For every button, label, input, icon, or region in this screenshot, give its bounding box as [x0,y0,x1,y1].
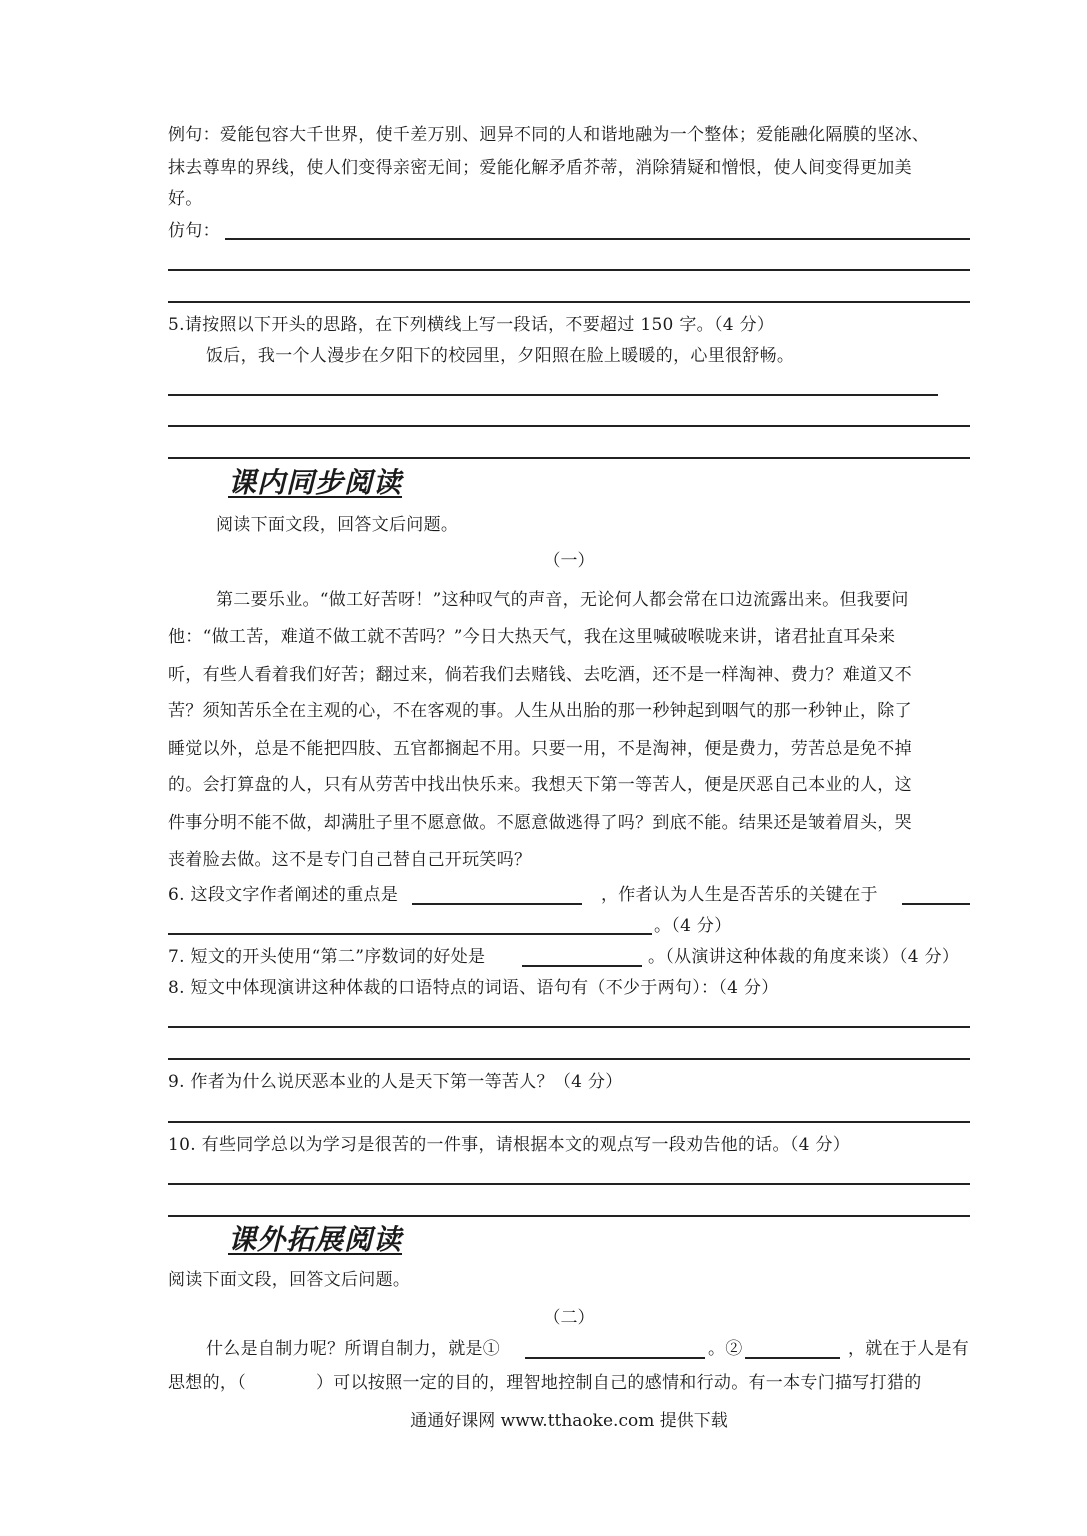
passage-line: 件事分明不能不做，却满肚子里不愿意做。不愿意做逃得了吗？到底不能。结果还是皱着眉头，哭 [168,813,912,833]
section-title-in-class-reading: 课内同步阅读 [228,466,403,499]
passage-line: 他：“做工苦，难道不做工就不苦吗？”今日大热天气，我在这里喊破喉咙来讲，诸君扯直耳朵来 [168,627,896,647]
section2-line2-b: ）可以按照一定的目的，理智地控制自己的感情和行动。有一本专门描写打猎的 [316,1373,922,1393]
q10-prompt: 10. 有些同学总以为学习是很苦的一件事，请根据本文的观点写一段劝告他的话。（4 分） [168,1135,851,1155]
imitate-answer-line-2[interactable] [168,269,970,271]
passage-line: 睡觉以外，总是不能把四肢、五官都搁起不用。只要一用，不是淘神，便是费力，劳苦总是免不掉 [168,739,912,759]
q9-answer-line[interactable] [168,1121,970,1123]
passage-line: 的。会打算盘的人，只有从劳苦中找出快乐来。我想天下第一等苦人，便是厌恶自己本业的人，这 [168,775,912,795]
q9-prompt: 9. 作者为什么说厌恶本业的人是天下第一等苦人？（4 分） [168,1072,623,1092]
q6-blank-key-start[interactable] [902,903,970,905]
q5-answer-line-3[interactable] [168,457,970,459]
q8-answer-line-2[interactable] [168,1058,970,1060]
page-footer: 通通好课网 www.tthaoke.com 提供下载 [410,1411,728,1431]
q6-blank-focus[interactable] [412,903,582,905]
section1-instruction: 阅读下面文段，回答文后问题。 [216,515,459,535]
section2-blank-2[interactable] [745,1357,840,1359]
example-line-1: 例句：爱能包容大千世界，使千差万别、迥异不同的人和谐地融为一个整体；爱能融化隔膜的坚冰、 [168,125,930,145]
q6-text-a: 6. 这段文字作者阐述的重点是 [168,885,399,905]
section-title-extended-reading: 课外拓展阅读 [228,1223,403,1256]
imitate-answer-line-3[interactable] [168,301,970,303]
example-line-3: 好。 [168,189,203,209]
passage-line: 苦？须知苦乐全在主观的心，不在客观的事。人生从出胎的那一秒钟起到咽气的那一秒钟止，除了 [168,701,912,721]
imitate-answer-line-1[interactable] [225,238,970,240]
example-line-2: 抹去尊卑的界线，使人们变得亲密无间；爱能化解矛盾芥蒂，消除猜疑和憎恨，使人间变得更加美 [168,158,912,178]
document-page [168,0,970,1536]
passage-line: 第二要乐业。“做工好苦呀！”这种叹气的声音，无论何人都会常在口边流露出来。但我要问 [216,590,909,610]
section2-part-label: （二） [543,1308,595,1328]
section2-line1-a: 什么是自制力呢？所谓自制力，就是① [206,1339,501,1359]
q5-opening: 饭后，我一个人漫步在夕阳下的校园里，夕阳照在脸上暖暖的，心里很舒畅。 [206,346,795,366]
q5-answer-line-2[interactable] [168,425,970,427]
q8-answer-line-1[interactable] [168,1026,970,1028]
q7-text-b: 。（从演讲这种体裁的角度来谈）（4 分） [648,947,960,967]
section2-line1-c: ，就在于人是有 [848,1339,970,1359]
q7-text-a: 7. 短文的开头使用“第二”序数词的好处是 [168,947,486,967]
imitate-label: 仿句： [168,221,220,241]
section1-part-label: （一） [543,551,595,571]
q6-text-c: 。（4 分） [654,916,732,936]
q7-blank[interactable] [522,965,642,967]
passage-line: 丧着脸去做。这不是专门自己替自己开玩笑吗？ [168,850,532,870]
section2-blank-1[interactable] [525,1357,705,1359]
q5-answer-line-1[interactable] [168,394,938,396]
q10-answer-line-1[interactable] [168,1183,970,1185]
section2-instruction: 阅读下面文段，回答文后问题。 [168,1270,411,1290]
q6-blank-key[interactable] [168,933,652,935]
passage-line: 听，有些人看着我们好苦；翻过来，倘若我们去赌钱、去吃酒，还不是一样淘神、费力？难道又不 [168,665,912,685]
q10-answer-line-2[interactable] [168,1215,970,1217]
q8-prompt: 8. 短文中体现演讲这种体裁的口语特点的词语、语句有（不少于两句）：（4 分） [168,978,779,998]
section2-line1-b: 。② [708,1339,743,1359]
section2-line2-a: 思想的，（ [168,1373,246,1393]
q5-prompt: 5.请按照以下开头的思路，在下列横线上写一段话，不要超过 150 字。（4 分） [168,315,775,335]
q6-text-b: ，作者认为人生是否苦乐的关键在于 [601,885,878,905]
